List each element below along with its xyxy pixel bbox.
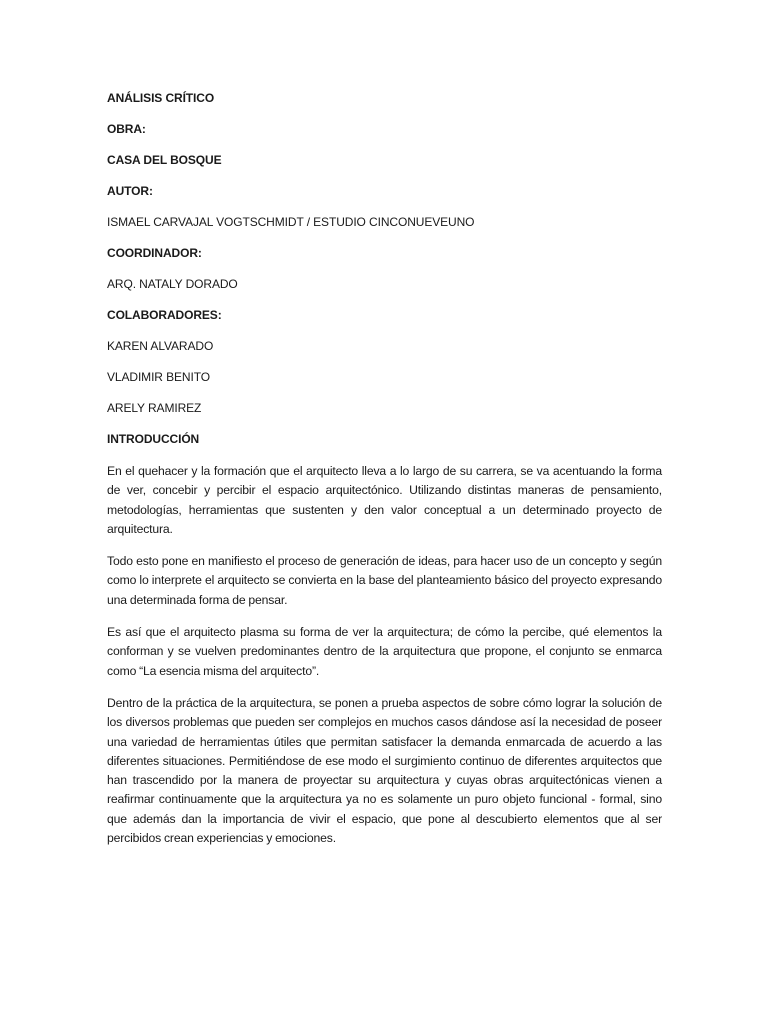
introduccion-paragraph: Todo esto pone en manifiesto el proceso de generación de ideas, para hacer uso de un concepto y según como lo interprete el arquitecto se convierta en la base del planteamiento básico del proyecto expresando una determinada forma de pensar.: [107, 554, 662, 607]
coordinador-value: ARQ. NATALY DORADO: [107, 277, 238, 291]
introduccion-paragraph: Es así que el arquitecto plasma su forma de ver la arquitectura; de cómo la percibe, qué elementos la conforman y se vuelven predominantes dentro de la arquitectura que propone, el conjunto se enmarca como “La esencia misma del arquitecto”.: [107, 625, 662, 678]
document-page: [107, 90, 662, 861]
colaborador-item: ARELY RAMIREZ: [107, 401, 202, 415]
obra-label: OBRA:: [107, 122, 146, 136]
introduccion-heading: INTRODUCCIÓN: [107, 432, 200, 446]
introduccion-paragraph: Dentro de la práctica de la arquitectura, se ponen a prueba aspectos de sobre cómo lograr la solución de los diversos problemas que pueden ser complejos en muchos casos dándose así la necesidad de poseer una variedad de herramientas útiles que permitan satisfacer la demanda enmarcada de acuerdo a las diferentes situaciones. Permitiéndose de ese modo el surgimiento continuo de diferentes arquitectos que han trascendido por la manera de proyectar su arquitectura y cuyas obras arquitectónicas vienen a reafirmar continuamente que la arquitectura ya no es solamente un puro objeto funcional - formal, sino que además dan la importancia de vivir el espacio, que pone al descubierto elementos que al ser percibidos crean experiencias y emociones.: [107, 695, 662, 846]
obra-value: CASA DEL BOSQUE: [107, 153, 222, 167]
colaborador-item: VLADIMIR BENITO: [107, 370, 210, 384]
autor-label: AUTOR:: [107, 184, 153, 198]
document-title: ANÁLISIS CRÍTICO: [107, 91, 215, 105]
coordinador-label: COORDINADOR:: [107, 246, 202, 260]
introduccion-paragraph: En el quehacer y la formación que el arquitecto lleva a lo largo de su carrera, se va acentuando la forma de ver, concebir y percibir el espacio arquitectónico. Utilizando distintas maneras de pensamiento, metodologías, herramientas que sustenten y den valor conceptual a un determinado proyecto de arquitectura.: [107, 464, 662, 536]
colaboradores-label: COLABORADORES:: [107, 308, 222, 322]
colaborador-item: KAREN ALVARADO: [107, 339, 214, 353]
autor-value: ISMAEL CARVAJAL VOGTSCHMIDT / ESTUDIO CINCONUEVEUNO: [107, 215, 475, 229]
